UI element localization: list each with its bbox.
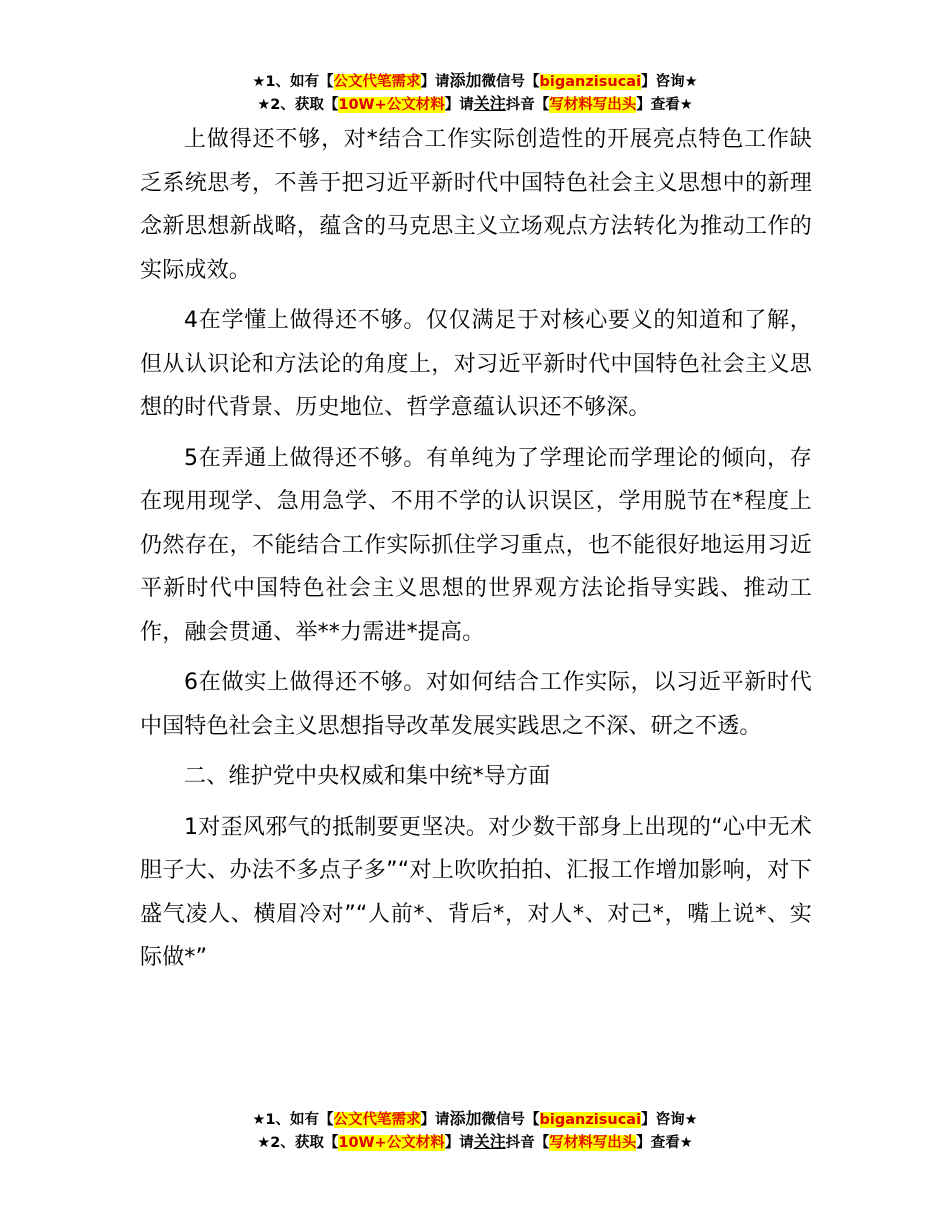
paragraph: 上做得还不够，对*结合工作实际创造性的开展亮点特色工作缺乏系统思考，不善于把习近平新时代中国特色社会主义思想中的新理念新思想新战略，蕴含的马克思主义立场观点方法转化为推动工作的实际成效。 bbox=[140, 127, 812, 283]
paragraph: 4在学懂上做得还不够。仅仅满足于对核心要义的知道和了解，但从认识论和方法论的角度上，对习近平新时代中国特色社会主义思想的时代背景、历史地位、哲学意蕴认识还不够深。 bbox=[140, 308, 812, 420]
section-heading: 二、维护党中央权威和集中统*导方面 bbox=[184, 764, 551, 789]
banner-highlight: 写材料写出头 bbox=[549, 1135, 637, 1151]
banner-highlight: biganzisucai bbox=[539, 1112, 642, 1128]
banner-line-1: ★1、如有【公文代笔需求】请添加微信号【biganzisucai】咨询★ bbox=[252, 71, 698, 90]
banner-highlight: 公文代笔需求 bbox=[333, 74, 421, 90]
banner-line-1: ★1、如有【公文代笔需求】请添加微信号【biganzisucai】咨询★ bbox=[252, 1109, 698, 1128]
banner-line-2: ★2、获取【10W+公文材料】请关注抖音【写材料写出头】查看★ bbox=[257, 1132, 693, 1151]
banner-highlight: biganzisucai bbox=[539, 74, 642, 90]
banner-highlight: 写材料写出头 bbox=[549, 97, 637, 113]
paragraph: 6在做实上做得还不够。对如何结合工作实际，以习近平新时代中国特色社会主义思想指导改革发展实践思之不深、研之不透。 bbox=[140, 670, 812, 739]
banner-highlight: 10W+公文材料 bbox=[338, 1135, 445, 1151]
document-body bbox=[140, 118, 812, 980]
banner-highlight: 10W+公文材料 bbox=[338, 97, 445, 113]
paragraph: 5在弄通上做得还不够。有单纯为了学理论而学理论的倾向，存在现用现学、急用急学、不用不学的认识误区，学用脱节在*程度上仍然存在，不能结合工作实际抓住学习重点，也不能很好地运用习近平新时代中国特色社会主义思想的世界观方法论指导实践、推动工作，融会贯通、举**力需进*提高。 bbox=[140, 445, 812, 645]
footer-banner bbox=[0, 1108, 950, 1154]
header-banner bbox=[0, 70, 950, 116]
banner-line-2: ★2、获取【10W+公文材料】请关注抖音【写材料写出头】查看★ bbox=[257, 94, 693, 113]
paragraph: 1对歪风邪气的抵制要更坚决。对少数干部身上出现的“心中无术胆子大、办法不多点子多”“对上吹吹拍拍、汇报工作增加影响，对下盛气凌人、横眉冷对”“人前*、背后*，对人*、对己*，嘴上说*、实际做*” bbox=[140, 814, 812, 970]
banner-highlight: 公文代笔需求 bbox=[333, 1112, 421, 1128]
